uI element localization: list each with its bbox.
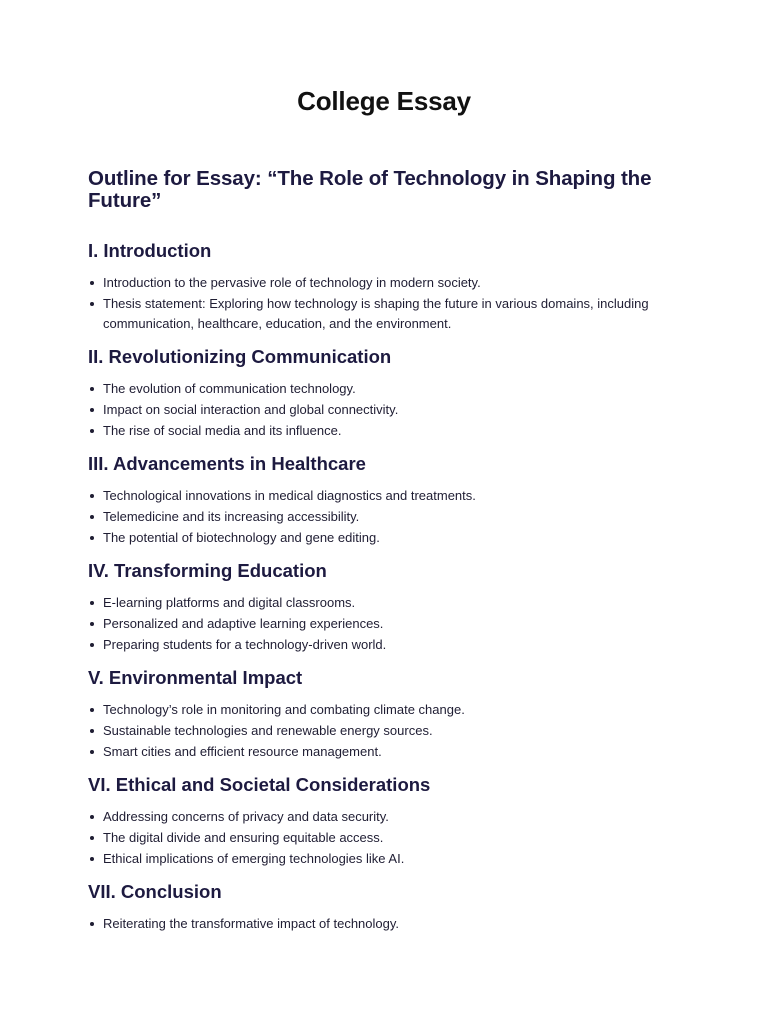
bullet-list [88, 807, 678, 869]
list-item-text: Thesis statement: Exploring how technology is shaping the future in various domains, including communication, healthcare, education, and the environment. [103, 296, 649, 331]
bullet-dot [90, 494, 94, 498]
list-item-text: Ethical implications of emerging technologies like AI. [103, 851, 405, 866]
bullet-dot [90, 750, 94, 754]
list-item-text: Reiterating the transformative impact of technology. [103, 916, 400, 931]
list-item-text: Telemedicine and its increasing accessibility. [103, 509, 360, 524]
bullet-dot [90, 815, 94, 819]
bullet-dot [90, 643, 94, 647]
section-communication [88, 346, 678, 441]
list-item-text: The rise of social media and its influence. [103, 423, 342, 438]
list-item [88, 507, 678, 527]
document-title: College Essay [297, 86, 471, 116]
section-introduction [88, 240, 678, 334]
list-item-text: The potential of biotechnology and gene editing. [103, 530, 380, 545]
list-item-text: Technological innovations in medical diagnostics and treatments. [103, 488, 476, 503]
bullet-dot [90, 708, 94, 712]
list-item [88, 700, 678, 720]
list-item-text: The digital divide and ensuring equitable access. [103, 830, 384, 845]
list-item [88, 294, 678, 334]
list-item [88, 828, 678, 848]
section-heading: IV. Transforming Education [88, 560, 327, 581]
list-item [88, 914, 678, 934]
list-item-text: Addressing concerns of privacy and data security. [103, 809, 389, 824]
section-heading: II. Revolutionizing Communication [88, 346, 392, 367]
bullet-list [88, 273, 678, 334]
bullet-dot [90, 408, 94, 412]
bullet-dot [90, 515, 94, 519]
list-item-text: Personalized and adaptive learning experiences. [103, 616, 384, 631]
bullet-list [88, 914, 678, 934]
list-item [88, 614, 678, 634]
outline-content [88, 168, 678, 946]
list-item-text: Technology’s role in monitoring and combating climate change. [103, 702, 465, 717]
bullet-dot [90, 922, 94, 926]
list-item [88, 635, 678, 655]
section-education [88, 560, 678, 655]
bullet-list [88, 486, 678, 548]
list-item [88, 486, 678, 506]
section-heading: VII. Conclusion [88, 881, 222, 902]
bullet-list [88, 593, 678, 655]
list-item [88, 273, 678, 293]
bullet-dot [90, 302, 94, 306]
section-ethics [88, 774, 678, 869]
list-item-text: E-learning platforms and digital classrooms. [103, 595, 356, 610]
list-item [88, 421, 678, 441]
bullet-dot [90, 729, 94, 733]
bullet-dot [90, 601, 94, 605]
list-item [88, 379, 678, 399]
section-environment [88, 667, 678, 762]
bullet-dot [90, 281, 94, 285]
bullet-dot [90, 536, 94, 540]
list-item [88, 807, 678, 827]
list-item [88, 742, 678, 762]
list-item [88, 593, 678, 613]
bullet-dot [90, 387, 94, 391]
bullet-dot [90, 622, 94, 626]
list-item-text: Smart cities and efficient resource management. [103, 744, 382, 759]
list-item [88, 528, 678, 548]
list-item [88, 849, 678, 869]
section-healthcare [88, 453, 678, 548]
list-item-text: Introduction to the pervasive role of technology in modern society. [103, 275, 481, 290]
section-heading: III. Advancements in Healthcare [88, 453, 366, 474]
section-conclusion [88, 881, 678, 934]
bullet-dot [90, 836, 94, 840]
outline-heading: Outline for Essay: “The Role of Technology in Shaping the Future” [88, 167, 652, 212]
bullet-list [88, 700, 678, 762]
list-item [88, 721, 678, 741]
section-heading: V. Environmental Impact [88, 667, 303, 688]
bullet-list [88, 379, 678, 441]
section-heading: VI. Ethical and Societal Considerations [88, 774, 431, 795]
list-item-text: Sustainable technologies and renewable energy sources. [103, 723, 433, 738]
list-item-text: The evolution of communication technology. [103, 381, 356, 396]
section-heading: I. Introduction [88, 240, 212, 261]
bullet-dot [90, 429, 94, 433]
list-item [88, 400, 678, 420]
bullet-dot [90, 857, 94, 861]
list-item-text: Preparing students for a technology-driven world. [103, 637, 387, 652]
list-item-text: Impact on social interaction and global connectivity. [103, 402, 399, 417]
